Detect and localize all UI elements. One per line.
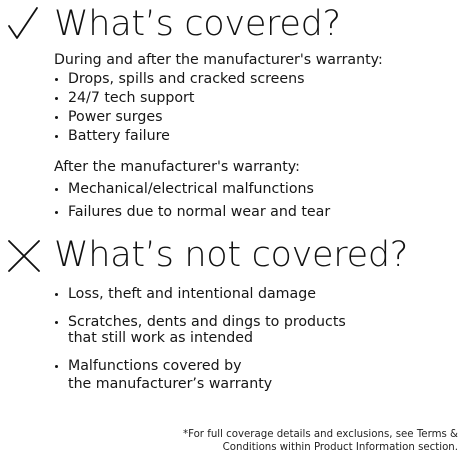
list-item: Malfunctions covered by bbox=[54, 357, 242, 376]
covered-heading: What’s covered? bbox=[54, 4, 341, 44]
list-item: Failures due to normal wear and tear bbox=[54, 203, 330, 222]
list-item: Loss, theft and intentional damage bbox=[54, 285, 346, 304]
list-item-continuation: the manufacturer’s warranty bbox=[68, 376, 273, 392]
list-item: Scratches, dents and dings to products bbox=[54, 313, 346, 332]
not-covered-heading: What’s not covered? bbox=[54, 235, 409, 275]
footnote bbox=[158, 428, 458, 454]
not-covered-list-2 bbox=[54, 357, 242, 376]
x-mark-icon bbox=[6, 235, 42, 275]
footnote-line: *For full coverage details and exclusions, see Terms & bbox=[182, 429, 458, 440]
covered-list-after bbox=[54, 180, 330, 222]
checkmark-icon bbox=[6, 4, 42, 44]
list-item: Mechanical/electrical malfunctions bbox=[54, 180, 330, 199]
covered-list-during bbox=[54, 70, 305, 146]
covered-group-title-during: During and after the manufacturer's warranty: bbox=[54, 52, 383, 68]
list-item: Drops, spills and cracked screens bbox=[54, 70, 305, 89]
covered-heading-row bbox=[6, 2, 341, 46]
footnote-line: Conditions within Product Information section. bbox=[222, 442, 458, 453]
list-item-continuation: that still work as intended bbox=[68, 330, 254, 346]
list-item: Battery failure bbox=[54, 127, 305, 146]
not-covered-heading-row bbox=[6, 233, 408, 277]
list-item: 24/7 tech support bbox=[54, 89, 305, 108]
covered-group-title-after: After the manufacturer's warranty: bbox=[54, 159, 300, 175]
not-covered-list bbox=[54, 285, 346, 332]
list-item: Power surges bbox=[54, 108, 305, 127]
